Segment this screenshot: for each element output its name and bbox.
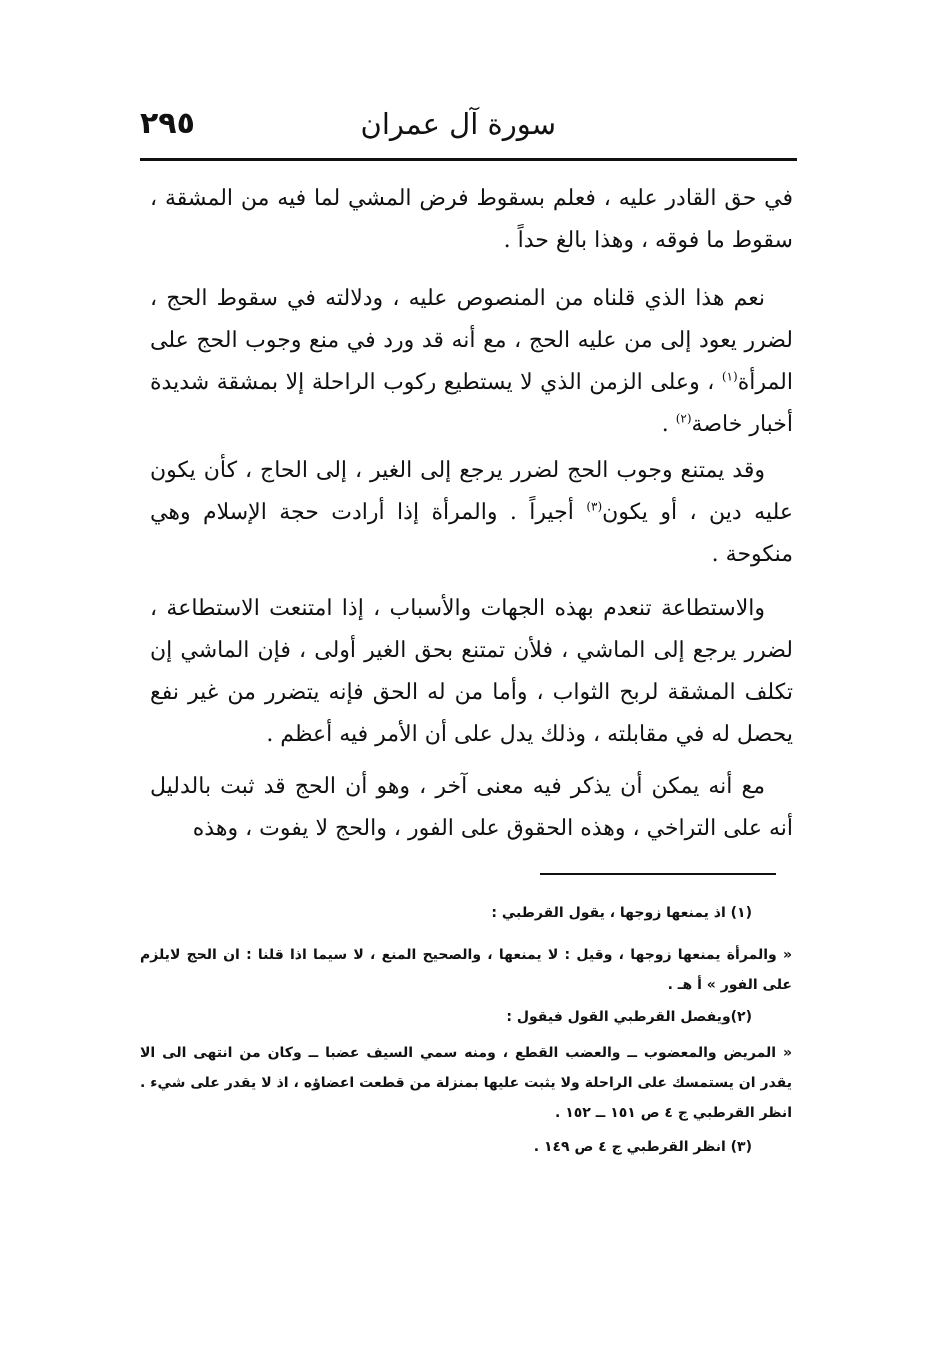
page-number: ٢٩٥	[140, 106, 195, 141]
footnote-2-quote: « المريض والمعضوب ــ والعضب القطع ، ومنه سمي السيف عضبا ــ وكان من انتهى الى الا يقدر ان يستمسك على الراحلة ولا يثبت عليها بمنزلة من قطعت اعضاؤه ، اذ لا يقدر على شيء . انظر القرطبي ج ٤ ص ١٥١ ــ ١٥٢ .	[140, 1045, 792, 1121]
paragraph-3-text-a: وقد يمتنع وجوب الحج لضرر يرجع إلى الغير ، إلى الحاج ، كأن يكون عليه دين ، أو يكون	[150, 458, 793, 525]
paragraph-2	[150, 278, 793, 446]
footnote-ref-2: (٢)	[675, 411, 692, 426]
paragraph-4	[150, 588, 793, 756]
paragraph-3	[150, 450, 793, 576]
paragraph-5	[150, 766, 793, 850]
footnote-3: (٣) انظر القرطبي ج ٤ ص ١٤٩ .	[533, 1139, 752, 1155]
footnote-separator	[540, 873, 776, 875]
paragraph-5-text: مع أنه يمكن أن يذكر فيه معنى آخر ، وهو أن الحج قد ثبت بالدليل أنه على التراخي ، وهذه الحقوق على الفور ، والحج لا يفوت ، وهذه	[150, 774, 793, 841]
page-header	[140, 104, 796, 154]
footnote-1-quote: « والمرأة يمنعها زوجها ، وقيل : لا يمنعها ، والصحيح المنع ، لا سيما اذا قلنا : ان الحج لايلزم على الفور » أ هـ .	[140, 947, 792, 993]
paragraph-2-text-a: نعم هذا الذي قلناه من المنصوص عليه ، ودلالته في سقوط الحج ، لضرر يعود إلى من عليه الحج ، مع أنه قد ورد في منع وجوب الحج على المرأة	[150, 286, 793, 395]
footnote-ref-3: (٣)	[586, 499, 603, 514]
footnote-1: (١) اذ يمنعها زوجها ، يقول القرطبي :	[491, 905, 752, 921]
paragraph-2-text-c: .	[661, 412, 676, 437]
paragraph-4-text: والاستطاعة تنعدم بهذه الجهات والأسباب ، إذا امتنعت الاستطاعة ، لضرر يرجع إلى الماشي ، فلأن تمتنع بحق الغير أولى ، فإن الماشي إن تكلف المشقة لربح الثواب ، وأما من له الحق فإنه يتضرر من غير نفع يحصل له في مقابلته ، وذلك يدل على أن الأمر فيه أعظم .	[150, 596, 793, 747]
paragraph-2-text-b: ، وعلى الزمن الذي لا يستطيع ركوب الراحلة إلا بمشقة شديدة أخبار خاصة	[150, 370, 793, 437]
paragraph-1: في حق القادر عليه ، فعلم بسقوط فرض المشي لما فيه من المشقة ، سقوط ما فوقه ، وهذا بالغ حداً .	[150, 186, 793, 253]
paragraph-3-text-b: أجيراً . والمرأة إذا أرادت حجة الإسلام وهي منكوحة .	[150, 500, 793, 567]
header-rule	[140, 158, 797, 161]
footnote-2: (٢)ويفصل القرطبي القول فيقول :	[506, 1009, 752, 1025]
chapter-title: سورة آل عمران	[360, 107, 556, 141]
footnote-ref-1: (١)	[721, 369, 738, 384]
